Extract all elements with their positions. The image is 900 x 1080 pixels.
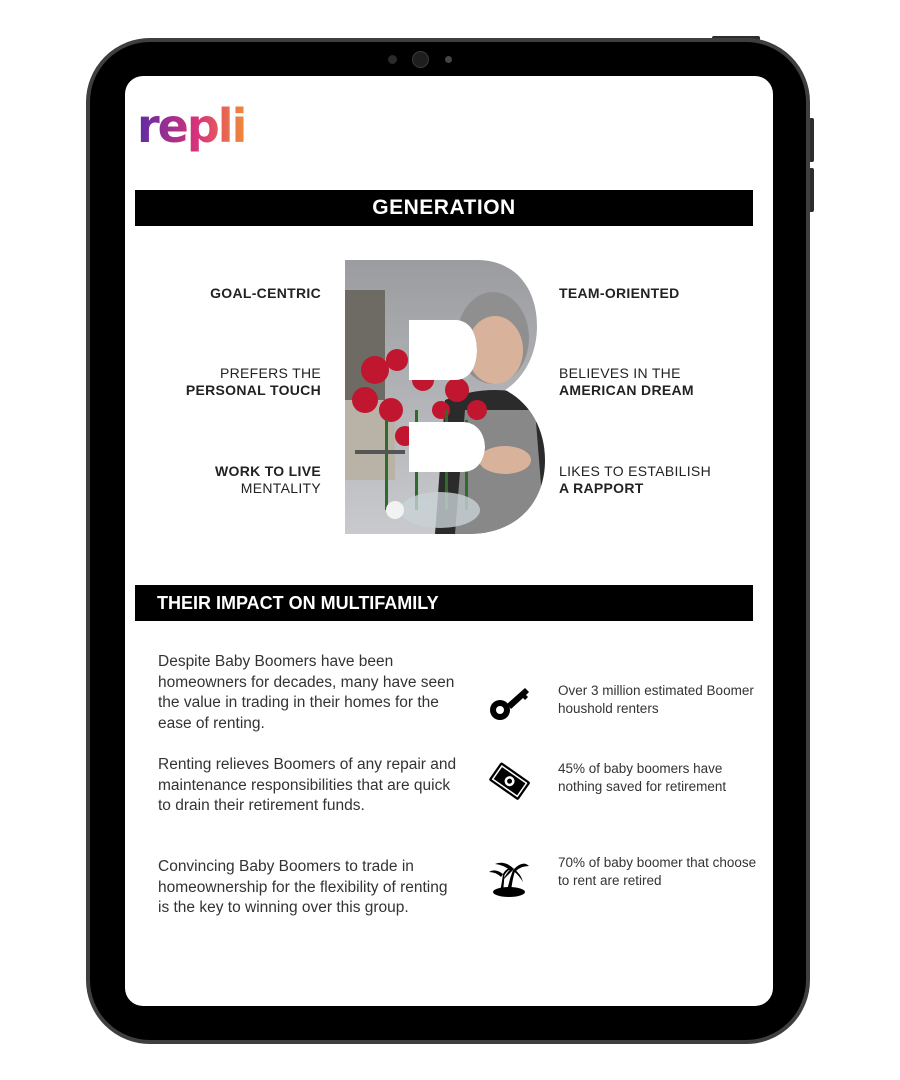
impact-paragraph-1: Despite Baby Boomers have been homeowners for decades, many have seen the value in trading in their homes for the ease of renting. <box>158 653 455 732</box>
repli-logo <box>137 94 247 154</box>
house-key-icon <box>487 682 531 726</box>
money-bills-icon <box>487 760 531 804</box>
sensor-dot <box>388 55 397 64</box>
trait-goal-centric: GOAL-CENTRIC <box>210 285 321 301</box>
impact-header: THEIR IMPACT ON MULTIFAMILY <box>135 585 753 621</box>
trait-rapport: LIKES TO ESTABILISH A RAPPORT <box>559 463 711 496</box>
letter-b-photo <box>345 260 545 534</box>
trait-personal-touch: PREFERS THE PERSONAL TOUCH <box>185 365 321 398</box>
stat-retired-text: 70% of baby boomer that choose to rent are retired <box>558 855 757 888</box>
generation-header: GENERATION <box>135 190 753 226</box>
stat-savings-text: 45% of baby boomers have nothing saved for retirement <box>558 761 727 794</box>
trait-team-oriented: TEAM-ORIENTED <box>559 285 680 301</box>
impact-paragraph-2: Renting relieves Boomers of any repair and maintenance responsibilities that are quick to drain their retirement funds. <box>158 756 457 814</box>
stat-renters <box>487 682 757 742</box>
front-camera <box>412 51 429 68</box>
svg-text:repli: repli <box>137 99 246 153</box>
palm-island-icon <box>487 854 531 898</box>
light-sensor <box>445 56 452 63</box>
trait-work-to-live: WORK TO LIVE MENTALITY <box>214 463 321 496</box>
stat-renters-text: Over 3 million estimated Boomer houshold renters <box>558 683 754 716</box>
stat-retired <box>487 854 757 914</box>
trait-american-dream: BELIEVES IN THE AMERICAN DREAM <box>559 365 694 398</box>
tablet-screen <box>125 76 773 1006</box>
stat-savings <box>487 760 757 820</box>
impact-paragraph-3: Convincing Baby Boomers to trade in homeownership for the flexibility of renting is the key to winning over this group. <box>158 858 448 916</box>
